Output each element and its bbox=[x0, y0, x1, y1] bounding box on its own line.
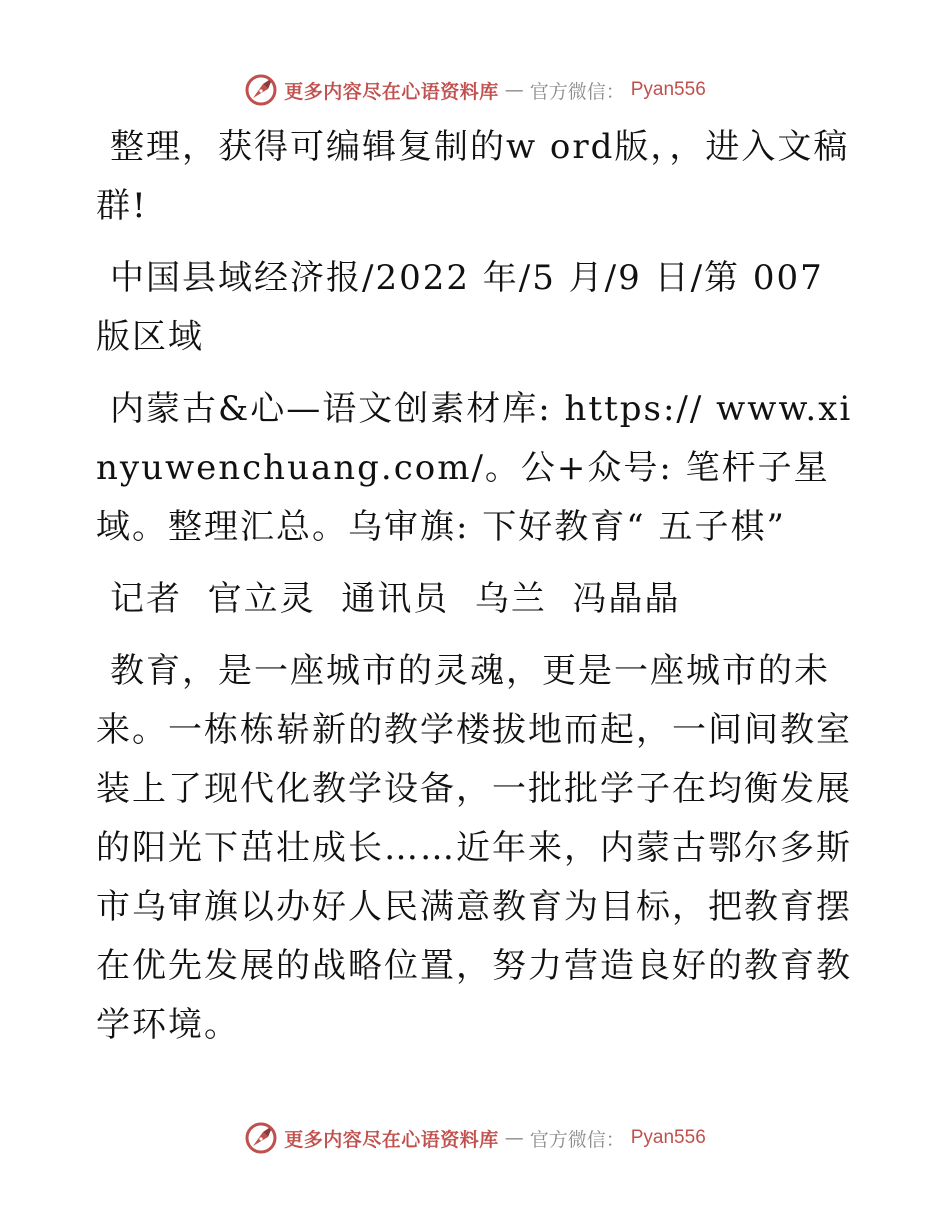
header-brand-text: 更多内容尽在心语资料库 bbox=[284, 80, 499, 103]
paragraph-intro: 整理，获得可编辑复制的w ord版，，进入文稿群! bbox=[96, 127, 850, 226]
paragraph-title: 内蒙古&心—语文创素材库: https:// www.xinyuwenchuang.com/。公+众号: 笔杆子星域。整理汇总。乌审旗: 下好教育“ 五子棋” bbox=[96, 389, 853, 547]
footer-brand-text: 更多内容尽在心语资料库 bbox=[284, 1128, 499, 1151]
header-banner bbox=[244, 73, 706, 107]
header-dash: — bbox=[504, 79, 524, 101]
page-footer bbox=[0, 1118, 950, 1158]
pen-nib-logo-icon bbox=[244, 1121, 278, 1155]
footer-wechat-label: 官方微信： bbox=[529, 1128, 625, 1151]
page-header bbox=[0, 70, 950, 110]
header-wechat-id: Pyan556 bbox=[630, 79, 706, 100]
footer-wechat-id: Pyan556 bbox=[630, 1127, 706, 1148]
footer-banner bbox=[244, 1121, 706, 1155]
paragraph-body: 教育，是一座城市的灵魂，更是一座城市的未来。一栋栋崭新的教学楼拔地而起，一间间教室装上了现代化教学设备，一批批学子在均衡发展的阳光下茁壮成长……近年来，内蒙古鄂尔多斯市乌审旗以办好人民满意教育为目标，把教育摆在优先发展的战略位置，努力营造良好的教育教学环境。 bbox=[96, 651, 852, 1045]
paragraph-credits: 记者 官立灵 通讯员 乌兰 冯晶晶 bbox=[110, 579, 681, 619]
paragraph-source: 中国县域经济报/2022 年/5 月/9 日/第 007 版区域 bbox=[96, 258, 824, 357]
footer-dash: — bbox=[504, 1127, 524, 1149]
pen-nib-logo-icon bbox=[244, 73, 278, 107]
document-body bbox=[96, 118, 856, 1068]
header-wechat-label: 官方微信： bbox=[529, 80, 625, 103]
